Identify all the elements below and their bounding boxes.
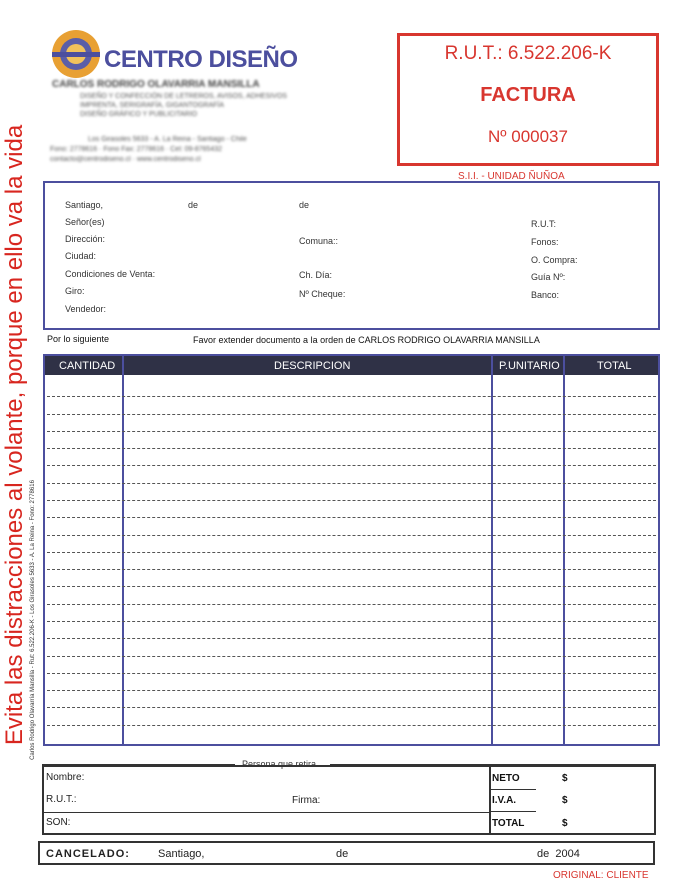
city-label: Santiago, [65, 200, 104, 210]
table-row [47, 673, 656, 674]
direccion-label: Dirección: [65, 234, 106, 244]
son-label: SON: [46, 817, 71, 828]
guia-label: Guía Nº: [531, 272, 566, 282]
retira-rut-label: R.U.T.: [46, 794, 77, 805]
cancelado-label: CANCELADO: [46, 848, 130, 860]
date-de-1: de [188, 200, 199, 210]
address-line-3: contacto@centrodiseno.cl · www.centrodiseno.cl [50, 156, 201, 163]
table-row [47, 483, 656, 484]
table-row [47, 638, 656, 639]
table-row [47, 621, 656, 622]
copy-type: ORIGINAL: CLIENTE [553, 870, 649, 881]
header-descripcion: DESCRIPCION [274, 360, 351, 372]
header-total: TOTAL [597, 360, 632, 372]
totals-box [42, 765, 656, 835]
table-row [47, 569, 656, 570]
giro-label: Giro: [65, 286, 85, 296]
table-row [47, 414, 656, 415]
firma-label: Firma: [292, 795, 321, 806]
table-header [45, 356, 658, 375]
o-compra-label: O. Compra: [531, 255, 578, 265]
ch-dia-label: Ch. Día: [299, 270, 333, 280]
issuer-rut: R.U.T.: 6.522.206-K [444, 43, 612, 64]
vendedor-label: Vendedor: [65, 304, 107, 314]
neto-label: NETO [492, 773, 520, 784]
favor-extender: Favor extender documento a la orden de CARLOS RODRIGO OLAVARRIA MANSILLA [193, 335, 540, 345]
iva-rule [491, 811, 536, 812]
invoice-number: Nº 000037 [488, 127, 568, 146]
neto-currency: $ [562, 773, 568, 784]
table-row [47, 448, 656, 449]
nombre-label: Nombre: [46, 772, 85, 783]
condiciones-label: Condiciones de Venta: [65, 269, 156, 279]
table-row [47, 517, 656, 518]
table-row [47, 465, 656, 466]
totals-divider [489, 767, 491, 833]
son-rule [44, 812, 489, 813]
imprint-text: Carlos Rodrigo Olavarría Mansilla - Rut: 6.522.206-K - Los Girasoles 5633 - A. La Reina - Fono: 2778616 [30, 480, 36, 760]
senores-label: Señor(es) [65, 217, 105, 227]
customer-info-box [43, 181, 660, 330]
document-type: FACTURA [480, 84, 576, 106]
centro-diseno-logo-icon [50, 28, 102, 80]
printer-imprint [26, 0, 40, 887]
neto-rule [491, 789, 536, 790]
table-row [47, 535, 656, 536]
table-row [47, 500, 656, 501]
invoice-id-box [397, 33, 659, 166]
persona-retira-label: Persona que retira [239, 759, 319, 769]
table-row [47, 725, 656, 726]
table-row [47, 431, 656, 432]
table-row [47, 690, 656, 691]
tagline-2: IMPRENTA, SERIGRAFÍA, GIGANTOGRAFÍA [80, 102, 225, 109]
table-row [47, 552, 656, 553]
customer-rut-label: R.U.T: [531, 219, 557, 229]
cancelado-de-1: de [336, 848, 349, 860]
tagline-3: DISEÑO GRÁFICO Y PUBLICITARIO [80, 111, 198, 118]
fonos-label: Fonos: [531, 237, 559, 247]
iva-currency: $ [562, 795, 568, 806]
cancelado-box [38, 841, 655, 865]
date-de-2: de [299, 200, 310, 210]
slogan-text: Evita las distracciones al volante, porque en ello va la vida [1, 124, 28, 746]
ciudad-label: Ciudad: [65, 251, 97, 261]
por-lo-siguiente: Por lo siguiente [47, 334, 110, 344]
banco-label: Banco: [531, 290, 560, 300]
no-cheque-label: Nº Cheque: [299, 289, 346, 299]
table-row [47, 396, 656, 397]
total-label: TOTAL [492, 818, 525, 829]
table-row [47, 586, 656, 587]
cancelado-de-year: de 2004 [537, 848, 580, 860]
brand-name: CENTRO DISEÑO [104, 46, 298, 73]
iva-label: I.V.A. [492, 795, 517, 806]
total-currency: $ [562, 818, 568, 829]
comuna-label: Comuna:: [299, 236, 339, 246]
address-line-2: Fono: 2778616 · Fono Fax: 2778616 · Cel: 09-8765432 [50, 146, 223, 153]
sii-unit: S.I.I. - UNIDAD ÑUÑOA [458, 171, 565, 182]
header-cantidad: CANTIDAD [59, 360, 116, 372]
header-p-unitario: P.UNITARIO [499, 360, 560, 372]
tagline-1: DISEÑO Y CONFECCIÓN DE LETREROS, AVISOS, ADHESIVOS [80, 93, 287, 100]
items-table [43, 354, 660, 746]
cancelado-santiago: Santiago, [158, 848, 205, 860]
table-row [47, 604, 656, 605]
address-line-1: Los Girasoles 5633 - A. La Reina - Santiago - Chile [88, 136, 247, 143]
table-row [47, 707, 656, 708]
owner-name: CARLOS RODRIGO OLAVARRIA MANSILLA [52, 79, 260, 90]
table-row [47, 656, 656, 657]
